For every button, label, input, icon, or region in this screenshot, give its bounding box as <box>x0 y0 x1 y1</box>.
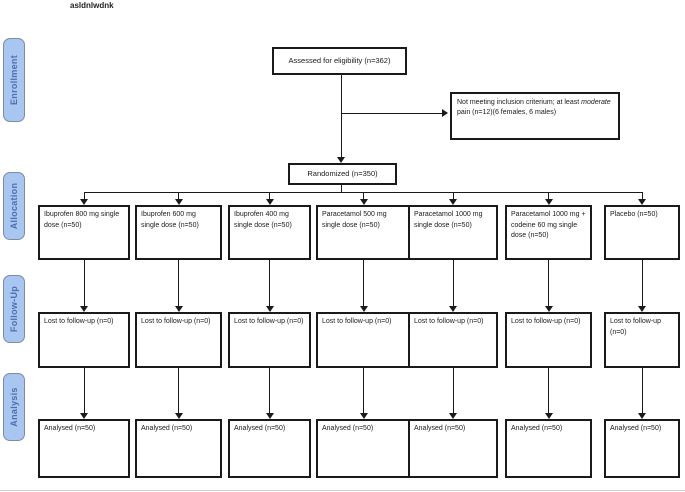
flow-connector <box>84 368 85 413</box>
stage-label: Analysis <box>9 387 19 427</box>
arm-label: Ibuprofen 600 mg single dose (n=50) <box>141 211 199 229</box>
stage-tag-analysis <box>3 373 25 441</box>
flow-connector <box>84 260 85 306</box>
analysis-box <box>228 419 311 478</box>
analysis-label: Analysed (n=50) <box>234 425 286 432</box>
flow-connector <box>363 368 364 413</box>
trial-arm-column <box>38 0 130 492</box>
stage-label: Follow-Up <box>9 285 19 333</box>
followup-box <box>228 312 311 368</box>
followup-box <box>604 312 680 368</box>
flow-connector <box>453 368 454 413</box>
analysis-label: Analysed (n=50) <box>322 425 374 432</box>
flow-connector <box>453 260 454 306</box>
stage-label: Enrollment <box>9 54 19 106</box>
arm-label: Ibuprofen 400 mg single dose (n=50) <box>234 211 292 229</box>
followup-label: Lost to follow-up (n=0) <box>141 318 211 325</box>
arm-label: Placebo (n=50) <box>610 211 658 218</box>
stage-tag-followup <box>3 275 25 343</box>
arm-box <box>135 205 222 260</box>
randomized-label: Randomized (n=350) <box>307 169 378 179</box>
arm-label: Paracetamol 500 mg single dose (n=50) <box>322 211 387 229</box>
followup-label: Lost to follow-up (n=0) <box>511 318 581 325</box>
followup-label: Lost to follow-up (n=0) <box>322 318 392 325</box>
arm-box <box>38 205 130 260</box>
trial-arm-column <box>408 0 498 492</box>
flow-connector <box>548 368 549 413</box>
flow-connector <box>642 368 643 413</box>
analysis-label: Analysed (n=50) <box>414 425 466 432</box>
followup-box <box>505 312 592 368</box>
followup-label: Lost to follow-up (n=0) <box>234 318 304 325</box>
analysis-label: Analysed (n=50) <box>141 425 193 432</box>
flow-connector <box>269 260 270 306</box>
analysis-label: Analysed (n=50) <box>610 425 662 432</box>
flow-connector <box>548 260 549 306</box>
analysis-label: Analysed (n=50) <box>44 425 96 432</box>
exclusion-text: Not meeting inclusion criterium; at least <box>457 99 582 106</box>
flow-connector <box>269 368 270 413</box>
analysis-box <box>505 419 592 478</box>
arm-box <box>408 205 498 260</box>
trial-arm-column <box>505 0 592 492</box>
flow-connector <box>178 260 179 306</box>
arm-box <box>228 205 311 260</box>
stage-tag-allocation <box>3 172 25 240</box>
trial-arm-column <box>135 0 222 492</box>
arm-label: Ibuprofen 800 mg single dose (n=50) <box>44 211 120 229</box>
flow-connector <box>178 368 179 413</box>
arm-box <box>604 205 680 260</box>
flow-connector <box>642 260 643 306</box>
analysis-label: Analysed (n=50) <box>511 425 563 432</box>
analysis-box <box>38 419 130 478</box>
followup-label: Lost to follow-up (n=0) <box>610 318 661 336</box>
flow-connector <box>363 260 364 306</box>
arm-label: Paracetamol 1000 mg + codeine 60 mg single dose (n=50) <box>511 211 586 239</box>
analysis-box <box>604 419 680 478</box>
trial-arm-column <box>316 0 411 492</box>
followup-label: Lost to follow-up (n=0) <box>44 318 114 325</box>
exclusion-text-italic: moderate <box>581 99 611 106</box>
stage-tag-enrollment <box>3 38 25 122</box>
analysis-box <box>408 419 498 478</box>
followup-box <box>316 312 411 368</box>
followup-label: Lost to follow-up (n=0) <box>414 318 484 325</box>
arm-label: Paracetamol 1000 mg single dose (n=50) <box>414 211 483 229</box>
arm-box <box>505 205 592 260</box>
assessed-label: Assessed for eligibility (n=362) <box>288 56 391 66</box>
followup-box <box>38 312 130 368</box>
page-bottom-divider <box>0 490 685 491</box>
arm-box <box>316 205 411 260</box>
analysis-box <box>135 419 222 478</box>
stage-label: Allocation <box>9 182 19 230</box>
exclusion-text: pain (n=12)(6 females, 6 males) <box>457 108 557 116</box>
trial-arm-column <box>604 0 680 492</box>
page-title: asldnlwdnk <box>70 1 114 10</box>
trial-arm-column <box>228 0 311 492</box>
followup-box <box>135 312 222 368</box>
followup-box <box>408 312 498 368</box>
analysis-box <box>316 419 411 478</box>
